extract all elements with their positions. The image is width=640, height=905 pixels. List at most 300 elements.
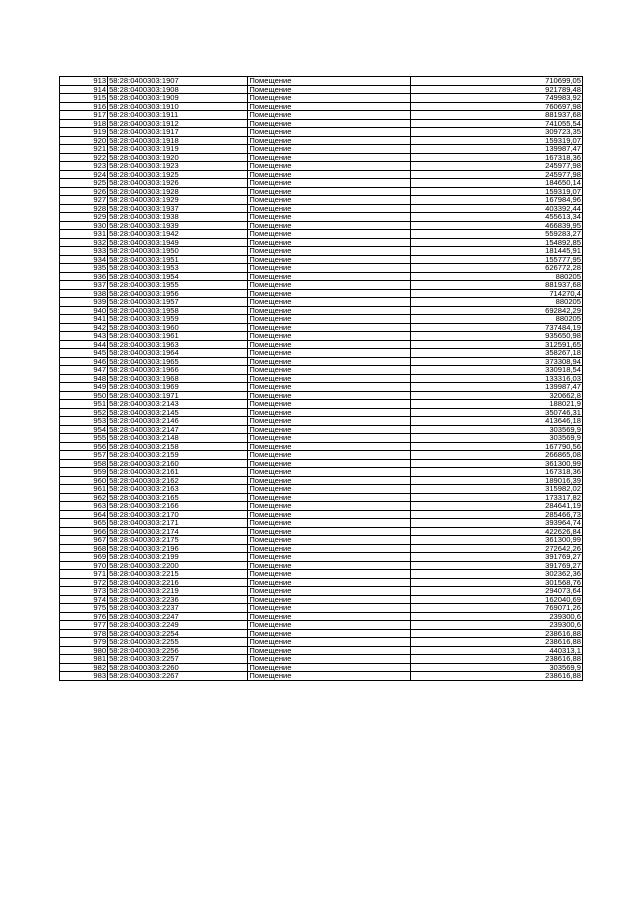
object-type-cell: Помещение [248, 638, 410, 647]
row-number-cell: 950 [60, 391, 108, 400]
object-type-cell: Помещение [248, 77, 410, 86]
cadastral-number-cell: 58:28:0400303:1919 [108, 145, 248, 154]
table-row [60, 510, 583, 519]
value-cell: 315982,02 [410, 485, 582, 494]
table-row [60, 408, 583, 417]
cadastral-number-cell: 58:28:0400303:2147 [108, 425, 248, 434]
table-row [60, 247, 583, 256]
cadastral-number-cell: 58:28:0400303:2158 [108, 442, 248, 451]
cadastral-number-cell: 58:28:0400303:2165 [108, 493, 248, 502]
value-cell: 159319,07 [410, 187, 582, 196]
value-cell: 361300,99 [410, 536, 582, 545]
cadastral-number-cell: 58:28:0400303:1959 [108, 315, 248, 324]
object-type-cell: Помещение [248, 459, 410, 468]
object-type-cell: Помещение [248, 230, 410, 239]
row-number-cell: 935 [60, 264, 108, 273]
table-row [60, 621, 583, 630]
cadastral-number-cell: 58:28:0400303:2247 [108, 612, 248, 621]
cadastral-number-cell: 58:28:0400303:1957 [108, 298, 248, 307]
value-cell: 880205 [410, 298, 582, 307]
value-cell: 303569,9 [410, 434, 582, 443]
table-row [60, 493, 583, 502]
object-type-cell: Помещение [248, 102, 410, 111]
value-cell: 238616,88 [410, 655, 582, 664]
value-cell: 760697,98 [410, 102, 582, 111]
object-type-cell: Помещение [248, 111, 410, 120]
table-row [60, 485, 583, 494]
row-number-cell: 980 [60, 646, 108, 655]
row-number-cell: 938 [60, 289, 108, 298]
row-number-cell: 923 [60, 162, 108, 171]
row-number-cell: 956 [60, 442, 108, 451]
object-type-cell: Помещение [248, 527, 410, 536]
value-cell: 189016,39 [410, 476, 582, 485]
table-row [60, 663, 583, 672]
cadastral-number-cell: 58:28:0400303:1966 [108, 366, 248, 375]
cadastral-number-cell: 58:28:0400303:1911 [108, 111, 248, 120]
table-row [60, 357, 583, 366]
table-row [60, 629, 583, 638]
table-row [60, 306, 583, 315]
row-number-cell: 966 [60, 527, 108, 536]
object-type-cell: Помещение [248, 663, 410, 672]
object-type-cell: Помещение [248, 187, 410, 196]
value-cell: 294073,64 [410, 587, 582, 596]
value-cell: 422626,84 [410, 527, 582, 536]
table-row [60, 502, 583, 511]
object-type-cell: Помещение [248, 629, 410, 638]
value-cell: 714270,4 [410, 289, 582, 298]
table-row [60, 476, 583, 485]
cadastral-number-cell: 58:28:0400303:1918 [108, 136, 248, 145]
table-row [60, 553, 583, 562]
row-number-cell: 979 [60, 638, 108, 647]
table-row [60, 672, 583, 681]
value-cell: 403392,44 [410, 204, 582, 213]
value-cell: 393964,74 [410, 519, 582, 528]
value-cell: 320662,8 [410, 391, 582, 400]
row-number-cell: 940 [60, 306, 108, 315]
cadastral-number-cell: 58:28:0400303:2162 [108, 476, 248, 485]
table-row [60, 196, 583, 205]
table-row [60, 612, 583, 621]
row-number-cell: 975 [60, 604, 108, 613]
object-type-cell: Помещение [248, 621, 410, 630]
object-type-cell: Помещение [248, 570, 410, 579]
value-cell: 312591,65 [410, 340, 582, 349]
row-number-cell: 981 [60, 655, 108, 664]
object-type-cell: Помещение [248, 612, 410, 621]
cadastral-number-cell: 58:28:0400303:2216 [108, 578, 248, 587]
table-row [60, 434, 583, 443]
cadastral-number-cell: 58:28:0400303:1926 [108, 179, 248, 188]
value-cell: 284641,19 [410, 502, 582, 511]
row-number-cell: 947 [60, 366, 108, 375]
value-cell: 162040,69 [410, 595, 582, 604]
object-type-cell: Помещение [248, 587, 410, 596]
object-type-cell: Помещение [248, 162, 410, 171]
object-type-cell: Помещение [248, 340, 410, 349]
value-cell: 361300,99 [410, 459, 582, 468]
table-row [60, 417, 583, 426]
row-number-cell: 949 [60, 383, 108, 392]
value-cell: 303569,9 [410, 663, 582, 672]
table-row [60, 646, 583, 655]
cadastral-number-cell: 58:28:0400303:1938 [108, 213, 248, 222]
value-cell: 238616,88 [410, 672, 582, 681]
row-number-cell: 965 [60, 519, 108, 528]
value-cell: 935650,98 [410, 332, 582, 341]
cadastral-number-cell: 58:28:0400303:1964 [108, 349, 248, 358]
table-row [60, 204, 583, 213]
table-row [60, 655, 583, 664]
row-number-cell: 953 [60, 417, 108, 426]
cadastral-number-cell: 58:28:0400303:1929 [108, 196, 248, 205]
object-type-cell: Помещение [248, 357, 410, 366]
cadastral-number-cell: 58:28:0400303:2159 [108, 451, 248, 460]
cadastral-number-cell: 58:28:0400303:2170 [108, 510, 248, 519]
table-row [60, 442, 583, 451]
cadastral-number-cell: 58:28:0400303:2257 [108, 655, 248, 664]
row-number-cell: 958 [60, 459, 108, 468]
value-cell: 391769,27 [410, 553, 582, 562]
table-row [60, 136, 583, 145]
table-row [60, 238, 583, 247]
object-type-cell: Помещение [248, 383, 410, 392]
table-row [60, 468, 583, 477]
row-number-cell: 951 [60, 400, 108, 409]
object-type-cell: Помещение [248, 510, 410, 519]
value-cell: 155777,95 [410, 255, 582, 264]
object-type-cell: Помещение [248, 238, 410, 247]
row-number-cell: 917 [60, 111, 108, 120]
value-cell: 154892,85 [410, 238, 582, 247]
cadastral-number-cell: 58:28:0400303:2260 [108, 663, 248, 672]
cadastral-number-cell: 58:28:0400303:2166 [108, 502, 248, 511]
cadastral-number-cell: 58:28:0400303:2267 [108, 672, 248, 681]
table-row [60, 544, 583, 553]
cadastral-number-cell: 58:28:0400303:1910 [108, 102, 248, 111]
value-cell: 238616,88 [410, 629, 582, 638]
value-cell: 741055,54 [410, 119, 582, 128]
cadastral-number-cell: 58:28:0400303:1971 [108, 391, 248, 400]
object-type-cell: Помещение [248, 366, 410, 375]
document-sheet [59, 76, 583, 681]
row-number-cell: 926 [60, 187, 108, 196]
row-number-cell: 941 [60, 315, 108, 324]
value-cell: 881937,68 [410, 111, 582, 120]
cadastral-number-cell: 58:28:0400303:2146 [108, 417, 248, 426]
object-type-cell: Помещение [248, 553, 410, 562]
cadastral-number-cell: 58:28:0400303:2145 [108, 408, 248, 417]
object-type-cell: Помещение [248, 306, 410, 315]
property-table [59, 76, 583, 681]
value-cell: 139987,47 [410, 383, 582, 392]
table-row [60, 111, 583, 120]
object-type-cell: Помещение [248, 476, 410, 485]
value-cell: 769071,26 [410, 604, 582, 613]
object-type-cell: Помещение [248, 434, 410, 443]
row-number-cell: 939 [60, 298, 108, 307]
cadastral-number-cell: 58:28:0400303:2161 [108, 468, 248, 477]
row-number-cell: 914 [60, 85, 108, 94]
row-number-cell: 976 [60, 612, 108, 621]
object-type-cell: Помещение [248, 247, 410, 256]
table-row [60, 451, 583, 460]
cadastral-number-cell: 58:28:0400303:1907 [108, 77, 248, 86]
cadastral-number-cell: 58:28:0400303:2175 [108, 536, 248, 545]
row-number-cell: 916 [60, 102, 108, 111]
cadastral-number-cell: 58:28:0400303:2236 [108, 595, 248, 604]
object-type-cell: Помещение [248, 400, 410, 409]
table-row [60, 595, 583, 604]
cadastral-number-cell: 58:28:0400303:1969 [108, 383, 248, 392]
row-number-cell: 928 [60, 204, 108, 213]
cadastral-number-cell: 58:28:0400303:2219 [108, 587, 248, 596]
object-type-cell: Помещение [248, 536, 410, 545]
row-number-cell: 933 [60, 247, 108, 256]
object-type-cell: Помещение [248, 298, 410, 307]
object-type-cell: Помещение [248, 179, 410, 188]
table-row [60, 145, 583, 154]
cadastral-number-cell: 58:28:0400303:2215 [108, 570, 248, 579]
row-number-cell: 924 [60, 170, 108, 179]
value-cell: 167318,36 [410, 468, 582, 477]
table-row [60, 255, 583, 264]
object-type-cell: Помещение [248, 468, 410, 477]
object-type-cell: Помещение [248, 128, 410, 137]
value-cell: 330918,54 [410, 366, 582, 375]
value-cell: 266865,08 [410, 451, 582, 460]
cadastral-number-cell: 58:28:0400303:1928 [108, 187, 248, 196]
value-cell: 139987,47 [410, 145, 582, 154]
value-cell: 350746,31 [410, 408, 582, 417]
row-number-cell: 967 [60, 536, 108, 545]
value-cell: 358267,18 [410, 349, 582, 358]
cadastral-number-cell: 58:28:0400303:1961 [108, 332, 248, 341]
row-number-cell: 932 [60, 238, 108, 247]
table-row [60, 366, 583, 375]
object-type-cell: Помещение [248, 519, 410, 528]
table-row [60, 561, 583, 570]
table-row [60, 94, 583, 103]
value-cell: 167984,96 [410, 196, 582, 205]
row-number-cell: 934 [60, 255, 108, 264]
cadastral-number-cell: 58:28:0400303:1956 [108, 289, 248, 298]
table-row [60, 527, 583, 536]
row-number-cell: 948 [60, 374, 108, 383]
value-cell: 239300,6 [410, 612, 582, 621]
cadastral-number-cell: 58:28:0400303:1954 [108, 272, 248, 281]
value-cell: 921789,48 [410, 85, 582, 94]
value-cell: 133316,03 [410, 374, 582, 383]
row-number-cell: 961 [60, 485, 108, 494]
value-cell: 245977,98 [410, 162, 582, 171]
table-row [60, 578, 583, 587]
value-cell: 245977,98 [410, 170, 582, 179]
value-cell: 184650,14 [410, 179, 582, 188]
object-type-cell: Помещение [248, 136, 410, 145]
value-cell: 181445,91 [410, 247, 582, 256]
table-row [60, 119, 583, 128]
table-row [60, 179, 583, 188]
table-row [60, 570, 583, 579]
table-row [60, 128, 583, 137]
object-type-cell: Помещение [248, 655, 410, 664]
object-type-cell: Помещение [248, 272, 410, 281]
table-row [60, 374, 583, 383]
row-number-cell: 983 [60, 672, 108, 681]
value-cell: 466839,95 [410, 221, 582, 230]
value-cell: 173317,82 [410, 493, 582, 502]
row-number-cell: 915 [60, 94, 108, 103]
object-type-cell: Помещение [248, 196, 410, 205]
cadastral-number-cell: 58:28:0400303:1949 [108, 238, 248, 247]
row-number-cell: 964 [60, 510, 108, 519]
cadastral-number-cell: 58:28:0400303:1920 [108, 153, 248, 162]
row-number-cell: 955 [60, 434, 108, 443]
table-row [60, 85, 583, 94]
cadastral-number-cell: 58:28:0400303:2196 [108, 544, 248, 553]
cadastral-number-cell: 58:28:0400303:1942 [108, 230, 248, 239]
object-type-cell: Помещение [248, 451, 410, 460]
row-number-cell: 968 [60, 544, 108, 553]
table-row [60, 536, 583, 545]
object-type-cell: Помещение [248, 544, 410, 553]
object-type-cell: Помещение [248, 442, 410, 451]
value-cell: 272642,26 [410, 544, 582, 553]
value-cell: 188021,9 [410, 400, 582, 409]
row-number-cell: 978 [60, 629, 108, 638]
object-type-cell: Помещение [248, 425, 410, 434]
value-cell: 309723,35 [410, 128, 582, 137]
cadastral-number-cell: 58:28:0400303:1912 [108, 119, 248, 128]
row-number-cell: 945 [60, 349, 108, 358]
value-cell: 880205 [410, 272, 582, 281]
row-number-cell: 974 [60, 595, 108, 604]
object-type-cell: Помещение [248, 408, 410, 417]
object-type-cell: Помещение [248, 221, 410, 230]
row-number-cell: 971 [60, 570, 108, 579]
row-number-cell: 922 [60, 153, 108, 162]
row-number-cell: 931 [60, 230, 108, 239]
table-row [60, 170, 583, 179]
object-type-cell: Помещение [248, 578, 410, 587]
table-row [60, 638, 583, 647]
row-number-cell: 969 [60, 553, 108, 562]
cadastral-number-cell: 58:28:0400303:2160 [108, 459, 248, 468]
value-cell: 559283,27 [410, 230, 582, 239]
object-type-cell: Помещение [248, 332, 410, 341]
row-number-cell: 925 [60, 179, 108, 188]
row-number-cell: 952 [60, 408, 108, 417]
value-cell: 391769,27 [410, 561, 582, 570]
table-body [60, 77, 583, 681]
table-row [60, 340, 583, 349]
cadastral-number-cell: 58:28:0400303:2199 [108, 553, 248, 562]
value-cell: 238616,88 [410, 638, 582, 647]
cadastral-number-cell: 58:28:0400303:1908 [108, 85, 248, 94]
object-type-cell: Помещение [248, 289, 410, 298]
row-number-cell: 963 [60, 502, 108, 511]
object-type-cell: Помещение [248, 595, 410, 604]
value-cell: 880205 [410, 315, 582, 324]
cadastral-number-cell: 58:28:0400303:2200 [108, 561, 248, 570]
row-number-cell: 972 [60, 578, 108, 587]
row-number-cell: 927 [60, 196, 108, 205]
cadastral-number-cell: 58:28:0400303:1909 [108, 94, 248, 103]
row-number-cell: 954 [60, 425, 108, 434]
value-cell: 737484,19 [410, 323, 582, 332]
table-row [60, 272, 583, 281]
cadastral-number-cell: 58:28:0400303:1958 [108, 306, 248, 315]
cadastral-number-cell: 58:28:0400303:2171 [108, 519, 248, 528]
cadastral-number-cell: 58:28:0400303:2254 [108, 629, 248, 638]
cadastral-number-cell: 58:28:0400303:1968 [108, 374, 248, 383]
cadastral-number-cell: 58:28:0400303:1963 [108, 340, 248, 349]
cadastral-number-cell: 58:28:0400303:1925 [108, 170, 248, 179]
row-number-cell: 919 [60, 128, 108, 137]
cadastral-number-cell: 58:28:0400303:2249 [108, 621, 248, 630]
value-cell: 303569,9 [410, 425, 582, 434]
row-number-cell: 942 [60, 323, 108, 332]
object-type-cell: Помещение [248, 281, 410, 290]
cadastral-number-cell: 58:28:0400303:1965 [108, 357, 248, 366]
object-type-cell: Помещение [248, 604, 410, 613]
value-cell: 159319,07 [410, 136, 582, 145]
table-row [60, 298, 583, 307]
cadastral-number-cell: 58:28:0400303:1917 [108, 128, 248, 137]
value-cell: 692842,29 [410, 306, 582, 315]
value-cell: 167790,56 [410, 442, 582, 451]
row-number-cell: 943 [60, 332, 108, 341]
value-cell: 301568,76 [410, 578, 582, 587]
table-row [60, 213, 583, 222]
cadastral-number-cell: 58:28:0400303:1923 [108, 162, 248, 171]
row-number-cell: 959 [60, 468, 108, 477]
row-number-cell: 973 [60, 587, 108, 596]
table-row [60, 221, 583, 230]
cadastral-number-cell: 58:28:0400303:2255 [108, 638, 248, 647]
row-number-cell: 957 [60, 451, 108, 460]
object-type-cell: Помещение [248, 561, 410, 570]
row-number-cell: 944 [60, 340, 108, 349]
table-row [60, 332, 583, 341]
cadastral-number-cell: 58:28:0400303:1937 [108, 204, 248, 213]
value-cell: 881937,68 [410, 281, 582, 290]
object-type-cell: Помещение [248, 672, 410, 681]
table-row [60, 425, 583, 434]
table-row [60, 102, 583, 111]
object-type-cell: Помещение [248, 646, 410, 655]
table-row [60, 230, 583, 239]
table-row [60, 264, 583, 273]
row-number-cell: 929 [60, 213, 108, 222]
object-type-cell: Помещение [248, 264, 410, 273]
table-row [60, 349, 583, 358]
table-row [60, 391, 583, 400]
object-type-cell: Помещение [248, 323, 410, 332]
row-number-cell: 918 [60, 119, 108, 128]
object-type-cell: Помещение [248, 391, 410, 400]
object-type-cell: Помещение [248, 417, 410, 426]
object-type-cell: Помещение [248, 119, 410, 128]
table-row [60, 604, 583, 613]
cadastral-number-cell: 58:28:0400303:2163 [108, 485, 248, 494]
table-row [60, 519, 583, 528]
object-type-cell: Помещение [248, 153, 410, 162]
table-row [60, 281, 583, 290]
